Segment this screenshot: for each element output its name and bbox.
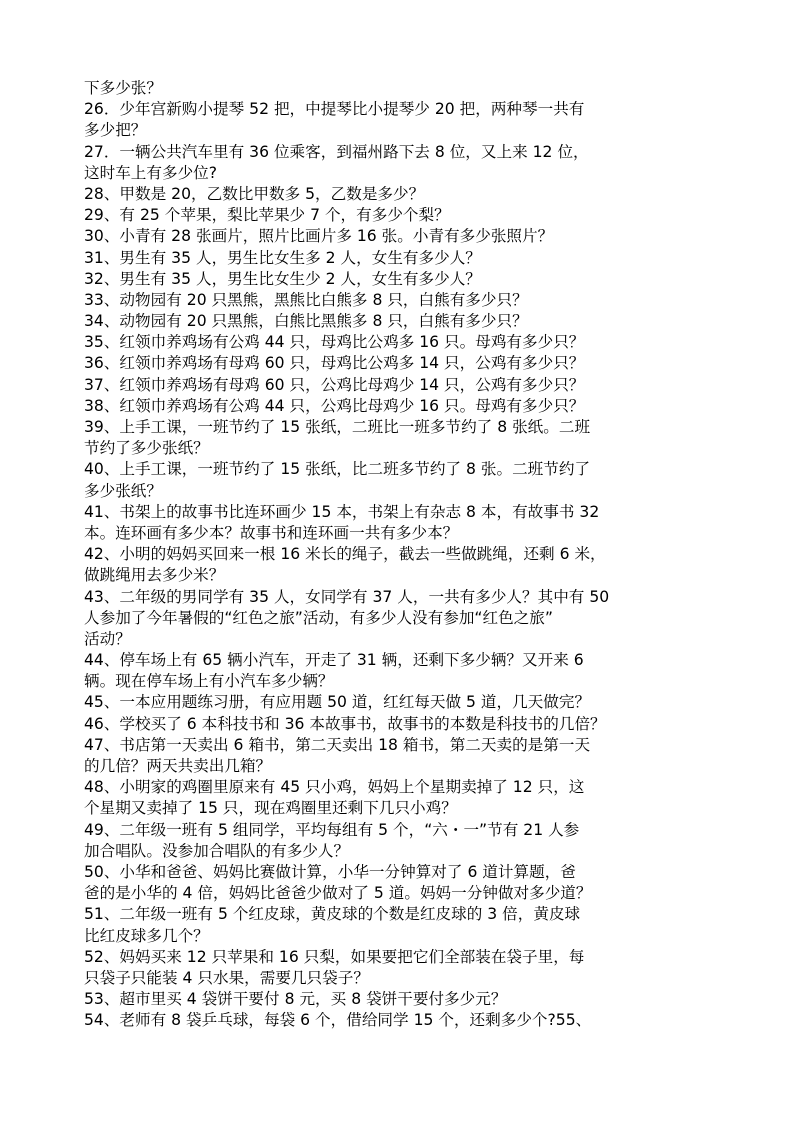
question-31: 31、男生有 35 人，男生比女生多 2 人，女生有多少人？ [84, 248, 481, 267]
question-45: 45、一本应用题练习册，有应用题 50 道，红红每天做 5 道，几天做完？ [84, 693, 591, 712]
question-53: 53、超市里买 4 袋饼干要付 8 元，买 8 袋饼干要付多少元？ [84, 990, 507, 1009]
question-29: 29、有 25 个苹果，梨比苹果少 7 个，有多少个梨？ [84, 206, 450, 225]
question-51-line-1: 51、二年级一班有 5 个红皮球，黄皮球的个数是红皮球的 3 倍，黄皮球 [84, 905, 581, 924]
question-36: 36、红领巾养鸡场有母鸡 60 只，母鸡比公鸡多 14 只，公鸡有多少只？ [84, 354, 585, 373]
question-27-line-2: 这时车上有多少位? [84, 163, 218, 182]
question-26-line-2: 多少把？ [84, 121, 147, 140]
question-26-line-1: 26．少年宫新购小提琴 52 把，中提琴比小提琴少 20 把，两种琴一共有 [84, 100, 585, 119]
question-49-line-2: 加合唱队。没参加合唱队的有多少人？ [84, 841, 350, 860]
question-37: 37、红领巾养鸡场有母鸡 60 只，公鸡比母鸡少 14 只，公鸡有多少只？ [84, 375, 585, 394]
question-40-line-2: 多少张纸？ [84, 481, 162, 500]
text-line: 下多少张？ [84, 79, 162, 97]
question-52-line-1: 52、妈妈买来 12 只苹果和 16 只梨，如果要把它们全部装在袋子里，每 [84, 947, 585, 966]
question-39-line-2: 节约了多少张纸？ [84, 439, 209, 458]
question-48-line-1: 48、小明家的鸡圈里原来有 45 只小鸡，妈妈上个星期卖掉了 12 只，这 [84, 778, 585, 797]
question-51-line-2: 比红皮球多几个？ [84, 926, 209, 945]
question-35: 35、红领巾养鸡场有公鸡 44 只，母鸡比公鸡多 16 只。母鸡有多少只？ [84, 333, 585, 352]
question-52-line-2: 只袋子只能装 4 只水果，需要几只袋子？ [84, 968, 369, 987]
question-47-line-2: 的几倍？两天共卖出几箱？ [84, 757, 272, 775]
question-42-line-1: 42、小明的妈妈买回来一根 16 米长的绳子，截去一些做跳绳，还剩 6 米， [84, 545, 606, 564]
question-40-line-1: 40、上手工课，一班节约了 15 张纸，比二班多节约了 8 张。二班节约了 [84, 460, 591, 479]
question-28: 28、甲数是 20，乙数比甲数多 5，乙数是多少？ [84, 184, 425, 203]
question-48-line-2: 个星期又卖掉了 15 只，现在鸡圈里还剩下几只小鸡？ [84, 799, 457, 818]
question-43-line-3: 活动？ [84, 629, 131, 648]
question-50-line-1: 50、小华和爸爸、妈妈比赛做计算，小华一分钟算对了 6 道计算题，爸 [84, 862, 576, 881]
question-47-line-1: 47、书店第一天卖出 6 箱书，第二天卖出 18 箱书，第二天卖的是第一天 [84, 735, 591, 754]
question-38: 38、红领巾养鸡场有公鸡 44 只，公鸡比母鸡少 16 只。母鸡有多少只？ [84, 396, 585, 415]
question-44-line-2: 辆。现在停车场上有小汽车多少辆？ [84, 672, 334, 691]
question-44-line-1: 44、停车场上有 65 辆小汽车，开走了 31 辆，还剩下多少辆？又开来 6 [84, 651, 584, 670]
question-46: 46、学校买了 6 本科技书和 36 本故事书，故事书的本数是科技书的几倍？ [84, 714, 606, 733]
question-30: 30、小青有 28 张画片，照片比画片多 16 张。小青有多少张照片？ [84, 227, 554, 246]
document-page [84, 78, 724, 1031]
question-33: 33、动物园有 20 只黑熊，黑熊比白熊多 8 只，白熊有多少只？ [84, 290, 528, 309]
question-32: 32、男生有 35 人，男生比女生少 2 人，女生有多少人？ [84, 269, 481, 288]
question-27-line-1: 27．一辆公共汽车里有 36 位乘客，到福州路下去 8 位，又上来 12 位， [84, 142, 589, 161]
question-42-line-2: 做跳绳用去多少米？ [84, 566, 225, 585]
question-50-line-2: 爸的是小华的 4 倍，妈妈比爸爸少做对了 5 道。妈妈一分钟做对多少道？ [84, 884, 592, 903]
question-34: 34、动物园有 20 只黑熊，白熊比黑熊多 8 只，白熊有多少只？ [84, 312, 528, 331]
question-54: 54、老师有 8 袋乒乓球，每袋 6 个，借给同学 15 个，还剩多少个?55、 [84, 1011, 592, 1030]
question-41-line-2: 本。连环画有多少本？故事书和连环画一共有多少本？ [84, 523, 459, 542]
question-41-line-1: 41、书架上的故事书比连环画少 15 本，书架上有杂志 8 本，有故事书 32 [84, 502, 600, 521]
question-43-line-1: 43、二年级的男同学有 35 人，女同学有 37 人，一共有多少人？其中有 50 [84, 587, 610, 606]
question-39-line-1: 39、上手工课，一班节约了 15 张纸，二班比一班多节约了 8 张纸。二班 [84, 418, 591, 436]
question-43-line-2: 人参加了今年暑假的“红色之旅”活动，有多少人没有参加“红色之旅” [84, 608, 553, 627]
question-49-line-1: 49、二年级一班有 5 组同学，平均每组有 5 个，“六・一”节有 21 人参 [84, 820, 580, 839]
